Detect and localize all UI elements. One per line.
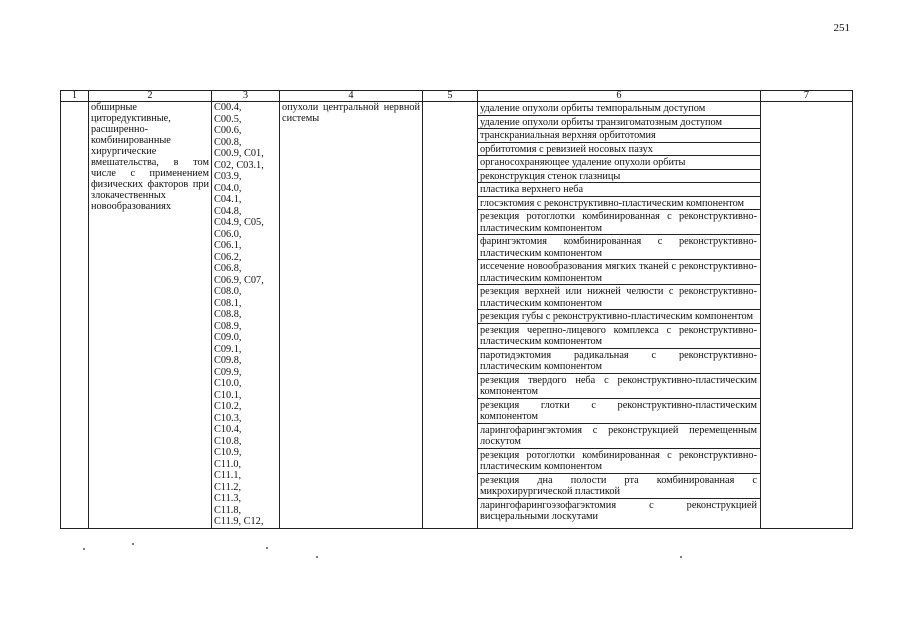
icd-code: C11.8, (214, 504, 242, 516)
icd-code: C10.9, (214, 447, 242, 458)
procedure-item: пластика верхнего неба (478, 183, 760, 197)
icd-code: C06.1, (214, 240, 242, 251)
icd-code: C06.9, C07, (214, 274, 264, 286)
procedure-item: резекция ротоглотки комбинированная с реконструктивно-пластическим компонентом (478, 449, 760, 474)
procedure-item: орбитотомия с ревизией носовых пазух (478, 143, 760, 157)
column-header-1: 1 (61, 91, 89, 102)
procedure-item: транскраниальная верхняя орбитотомия (478, 129, 760, 143)
icd-code: C10.0, (214, 378, 242, 389)
cell-col1 (61, 102, 89, 529)
column-header-7: 7 (761, 91, 853, 102)
icd-code: C10.2, (214, 401, 242, 412)
procedure-item: резекция верхней или нижней челюсти с реконструктивно-пластическим компонентом (478, 285, 760, 310)
icd-code: C09.9, (214, 366, 242, 378)
icd-code: C09.1, (214, 343, 242, 355)
icd-code: C04.9, C05, (214, 217, 264, 228)
procedure-item: ларингофарингэктомия с реконструкцией перемещенным лоскутом (478, 424, 760, 449)
icd-code: C11.2, (214, 481, 242, 493)
procedure-item: удаление опухоли орбиты транзигоматозным доступом (478, 116, 760, 130)
procedure-item: паротидэктомия радикальная с реконструктивно-пластическим компонентом (478, 349, 760, 374)
icd-code: C06.8, (214, 263, 242, 274)
procedure-item: резекция твердого неба с реконструктивно-пластическим компонентом (478, 374, 760, 399)
scan-speck (132, 543, 134, 545)
procedure-item: резекция ротоглотки комбинированная с реконструктивно-пластическим компонентом (478, 210, 760, 235)
diagnosis-cell: опухоли центральной нервной системы (280, 102, 423, 529)
scan-speck (266, 547, 268, 549)
icd-code: C11.9, C12, (214, 516, 264, 527)
procedure-item: ларингофарингоэзофагэктомия с реконструкцией висцеральными лоскутами (480, 499, 757, 522)
icd-code: C00.8, (214, 136, 242, 148)
icd-code: C10.4, (214, 424, 242, 435)
icd-code: C09.8, (214, 355, 242, 366)
icd-codes-cell (212, 102, 280, 529)
procedure-item: резекция губы с реконструктивно-пластическим компонентом (478, 310, 760, 324)
icd-code: C06.0, (214, 228, 242, 240)
header-row (61, 91, 853, 102)
scan-speck (316, 556, 318, 558)
icd-code: C08.1, (214, 297, 242, 309)
procedure-item: резекция дна полости рта комбинированная с микрохирургической пластикой (478, 474, 760, 499)
page-number: 251 (833, 22, 850, 34)
column-header-3: 3 (212, 91, 280, 102)
procedure-item: реконструкция стенок глазницы (478, 170, 760, 184)
icd-code: C10.8, (214, 435, 242, 447)
icd-code: C02, C03.1, (214, 159, 264, 171)
intervention-description-cell: обширные циторедуктивные, расширенно-комбинированные хирургические вмешательства, в том числе с применением физических факторов при злокачественных новообразованиях (89, 102, 212, 529)
procedure-item: органосохраняющее удаление опухоли орбиты (478, 156, 760, 170)
cell-col5 (423, 102, 478, 529)
icd-code: C04.8, (214, 205, 242, 217)
icd-code: C00.5, (214, 113, 242, 125)
icd-code: C11.3, (214, 493, 242, 504)
icd-code: C08.8, (214, 309, 242, 320)
procedure-item: глосэктомия с реконструктивно-пластическим компонентом (478, 197, 760, 211)
procedure-item: резекция черепно-лицевого комплекса с реконструктивно-пластическим компонентом (478, 324, 760, 349)
icd-code: C03.9, (214, 171, 242, 182)
icd-code: C11.0, (214, 458, 242, 470)
scan-speck (680, 556, 682, 558)
cell-col7 (761, 102, 853, 529)
icd-code: C08.9, (214, 320, 242, 332)
procedure-item: фарингэктомия комбинированная с реконструктивно-пластическим компонентом (478, 235, 760, 260)
scan-speck (83, 548, 85, 550)
column-header-5: 5 (423, 91, 478, 102)
table-row (61, 102, 853, 529)
icd-code: C10.1, (214, 389, 242, 401)
icd-code: C08.0, (214, 286, 242, 297)
procedure-item: удаление опухоли орбиты темпоральным доступом (478, 102, 760, 116)
procedures-cell (478, 102, 761, 529)
icd-code: C09.0, (214, 332, 242, 343)
icd-code: C00.9, C01, (214, 148, 264, 159)
procedures-table (60, 90, 853, 529)
icd-code: C04.1, (214, 194, 242, 205)
column-header-2: 2 (89, 91, 212, 102)
procedure-item: иссечение новообразования мягких тканей с реконструктивно-пластическим компонентом (478, 260, 760, 285)
icd-code: C10.3, (214, 412, 242, 424)
procedure-item: резекция глотки с реконструктивно-пластическим компонентом (478, 399, 760, 424)
column-header-6: 6 (478, 91, 761, 102)
column-header-4: 4 (280, 91, 423, 102)
icd-code: C00.6, (214, 125, 242, 136)
icd-code: C06.2, (214, 251, 242, 263)
icd-code: C00.4, (214, 102, 242, 113)
icd-code: C04.0, (214, 182, 242, 194)
icd-code: C11.1, (214, 470, 242, 481)
